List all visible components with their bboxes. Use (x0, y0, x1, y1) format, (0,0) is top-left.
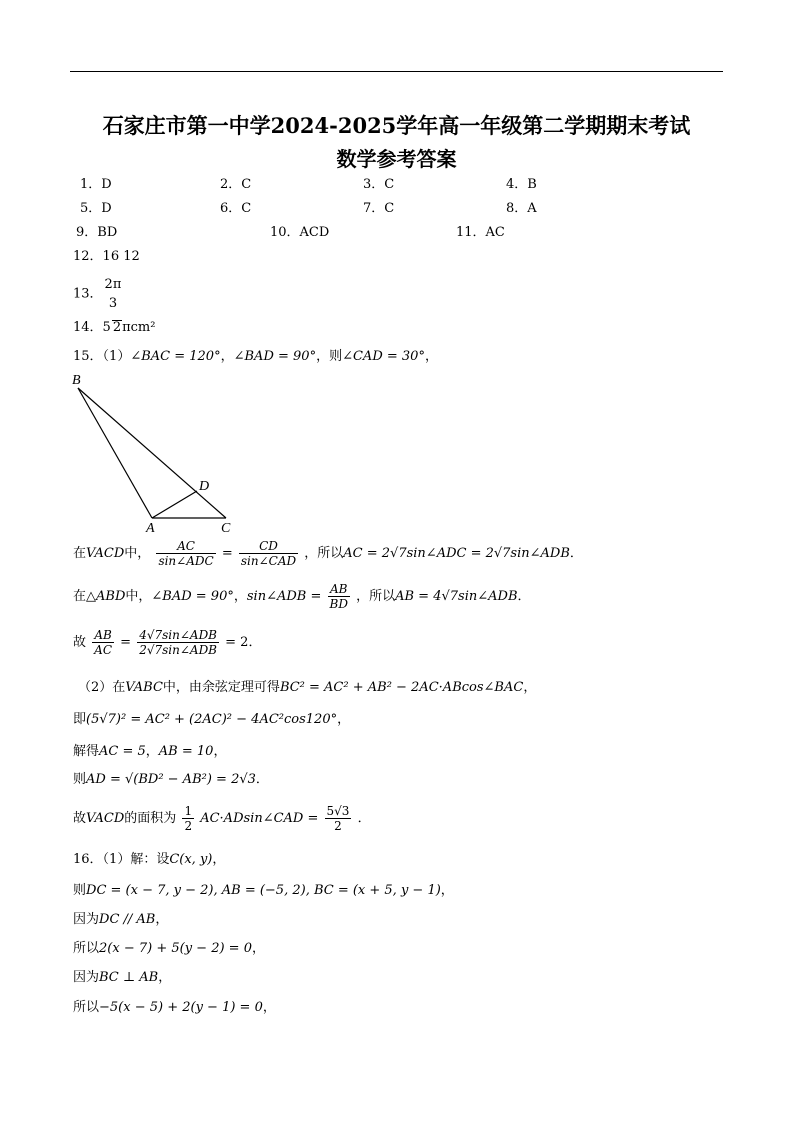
answer-3: 3．C (363, 177, 395, 192)
edge-ba (78, 388, 152, 518)
answer-9: 9．BD (76, 225, 118, 240)
label-c: C (221, 521, 231, 535)
answer-13: 13． 2π 3 (73, 277, 122, 311)
q16-line-1: 16．（1）解：设C(x, y)， (73, 852, 226, 867)
page-subtitle: 数学参考答案 (336, 147, 457, 171)
q15-part2-cosine-law: （2）在VABC中，由余弦定理可得BC² = AC² + AB² − 2AC·ABcos∠BAC， (78, 680, 537, 695)
q16-line-eq2: 所以−5(x − 5) + 2(y − 1) = 0， (73, 1000, 276, 1015)
answer-6: 6．C (220, 201, 252, 216)
label-a: A (146, 521, 155, 535)
answer-10: 10．ACD (270, 225, 330, 240)
q15-line-substitute: 即(5√7)² = AC² + (2AC)² − 4AC²cos120°， (73, 712, 351, 727)
q15-line-ratio: 故 $\frac{AB}{AC}$ = $\frac{\text{4√7sin∠ADB}}{\text{2√7sin∠ADB}}$ = 2． (73, 628, 262, 657)
q15-line-abd: 在△ABD中，∠BAD = 90°，sin∠ADB = $\frac{AB}{BD}$ ，所以AB = 4√7sin∠ADB． (73, 582, 531, 611)
q16-line-eq1: 所以2(x − 7) + 5(y − 2) = 0， (73, 941, 265, 956)
answer-7: 7．C (363, 201, 395, 216)
q15-part1-given: 15．（1）∠BAC = 120°，∠BAD = 90°，则∠CAD = 30°， (73, 349, 438, 364)
answer-2: 2．C (220, 177, 252, 192)
q16-line-perp: 因为BC ⊥ AB， (73, 970, 172, 985)
triangle-diagram (60, 370, 250, 535)
answer-12: 12．16 12 (73, 249, 140, 264)
edge-ad (152, 491, 197, 518)
q15-line-area: 故VACD的面积为 $\frac{1}{2}$ AC·ADsin∠CAD = $\frac{5√3}{2}$ ． (73, 804, 371, 833)
answer-5: 5．D (80, 201, 112, 216)
q16-line-parallel: 因为DC // AB， (73, 912, 169, 927)
label-d: D (199, 479, 210, 494)
answer-14: 14．5 2πcm² (73, 320, 156, 335)
answer-4: 4．B (506, 177, 537, 192)
answer-11: 11．AC (456, 225, 505, 240)
q16-line-vectors: 则DC = (x − 7, y − 2), AB = (−5, 2), BC = (x + 5, y − 1)， (73, 883, 454, 898)
header-rule (70, 71, 723, 72)
q15-line-solve: 解得AC = 5，AB = 10， (73, 744, 227, 759)
page-title: 石家庄市第一中学2024-2025学年高一年级第二学期期末考试 (102, 113, 691, 138)
edge-bc (78, 388, 226, 518)
label-b: B (72, 373, 81, 388)
answer-1: 1．D (80, 177, 112, 192)
q15-line-ad: 则AD = √(BD² − AB²) = 2√3． (73, 772, 269, 787)
answer-8: 8．A (506, 201, 537, 216)
q15-line-sine-acd: 在VACD中， $\frac{AC}{\text{sin∠ADC}}$ = $\frac{CD}{\text{sin∠CAD}}$ ，所以AC = 2√7sin∠ADC = 2√7sin∠ADB． (73, 539, 583, 568)
